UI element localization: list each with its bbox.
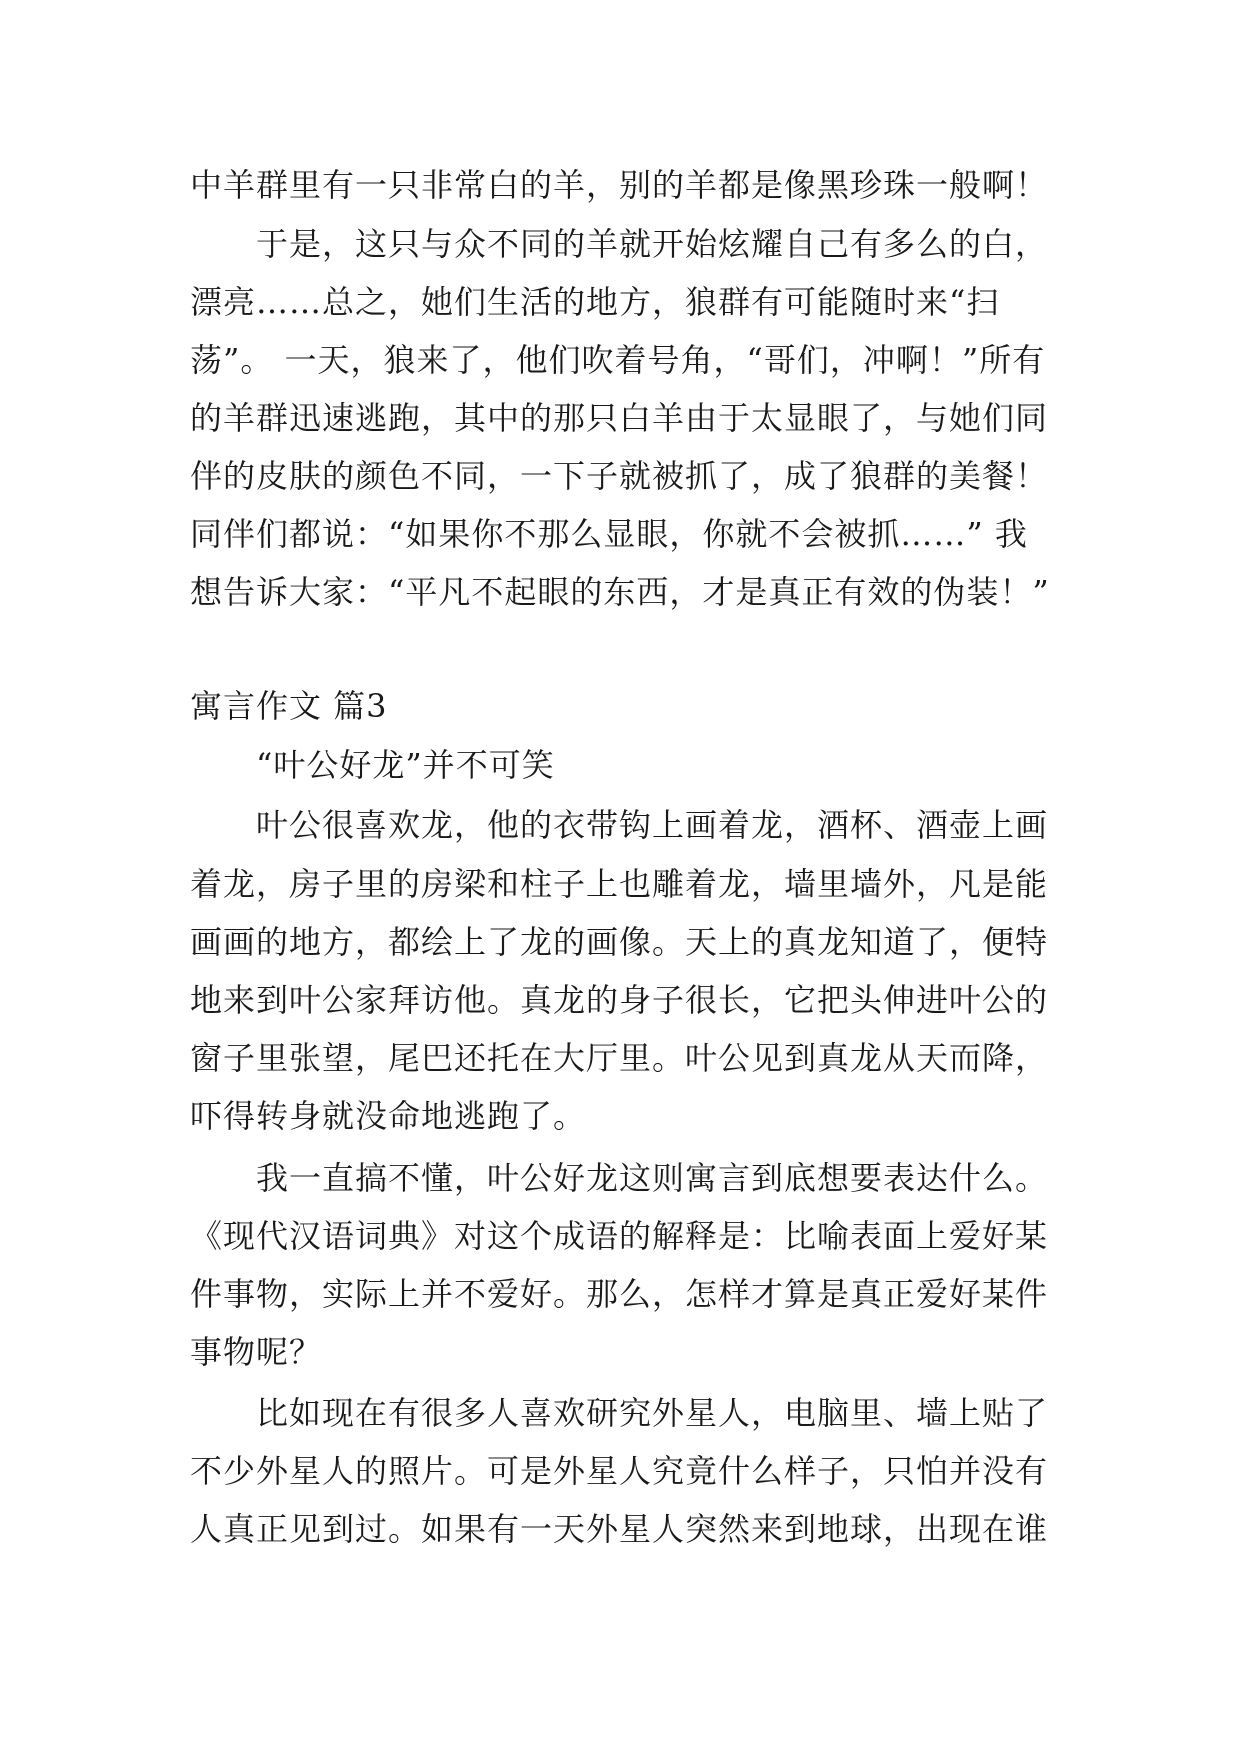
text-line: 画画的地方，都绘上了龙的画像。天上的真龙知道了，便特 (190, 923, 1049, 961)
text-line: 比如现在有很多人喜欢研究外星人，电脑里、墙上贴了 (190, 1394, 1049, 1432)
text-line: 不少外星人的照片。可是外星人究竟什么样子，只怕并没有 (190, 1452, 1049, 1490)
text-line: 《现代汉语词典》对这个成语的解释是：比喻表面上爱好某 (190, 1217, 1049, 1255)
section-heading: 寓言作文 篇3 (190, 687, 388, 725)
text-line: 同伴们都说：“如果你不那么显眼，你就不会被抓……” 我 (190, 515, 1028, 553)
text-line: 窗子里张望，尾巴还托在大厅里。叶公见到真龙从天而降， (190, 1039, 1049, 1077)
text-line: 漂亮……总之，她们生活的地方，狼群有可能随时来“扫 (190, 283, 1000, 321)
article-title: “叶公好龙”并不可笑 (190, 746, 555, 784)
text-line: 叶公很喜欢龙，他的衣带钩上画着龙，酒杯、酒壶上画 (190, 806, 1049, 844)
text-line: 的羊群迅速逃跑，其中的那只白羊由于太显眼了，与她们同 (190, 399, 1049, 437)
text-line: 件事物，实际上并不爱好。那么，怎样才算是真正爱好某件 (190, 1275, 1049, 1313)
text-line: 吓得转身就没命地逃跑了。 (190, 1097, 587, 1135)
text-line: 伴的皮肤的颜色不同，一下子就被抓了，成了狼群的美餐！ (190, 457, 1049, 495)
text-line: 地来到叶公家拜访他。真龙的身子很长，它把头伸进叶公的 (190, 981, 1049, 1019)
text-line: 荡”。 一天，狼来了，他们吹着号角，“哥们，冲啊！”所有 (190, 341, 1046, 379)
text-line: 中羊群里有一只非常白的羊，别的羊都是像黑珍珠一般啊！ (190, 166, 1049, 204)
text-line: 着龙，房子里的房梁和柱子上也雕着龙，墙里墙外，凡是能 (190, 865, 1049, 903)
text-line: 人真正见到过。如果有一天外星人突然来到地球，出现在谁 (190, 1510, 1049, 1548)
text-line: 想告诉大家：“平凡不起眼的东西，才是真正有效的伪装！” (190, 573, 1050, 611)
text-line: 于是，这只与众不同的羊就开始炫耀自己有多么的白， (190, 225, 1049, 263)
text-line: 我一直搞不懂，叶公好龙这则寓言到底想要表达什么。 (190, 1159, 1049, 1197)
text-line: 事物呢？ (190, 1333, 323, 1371)
